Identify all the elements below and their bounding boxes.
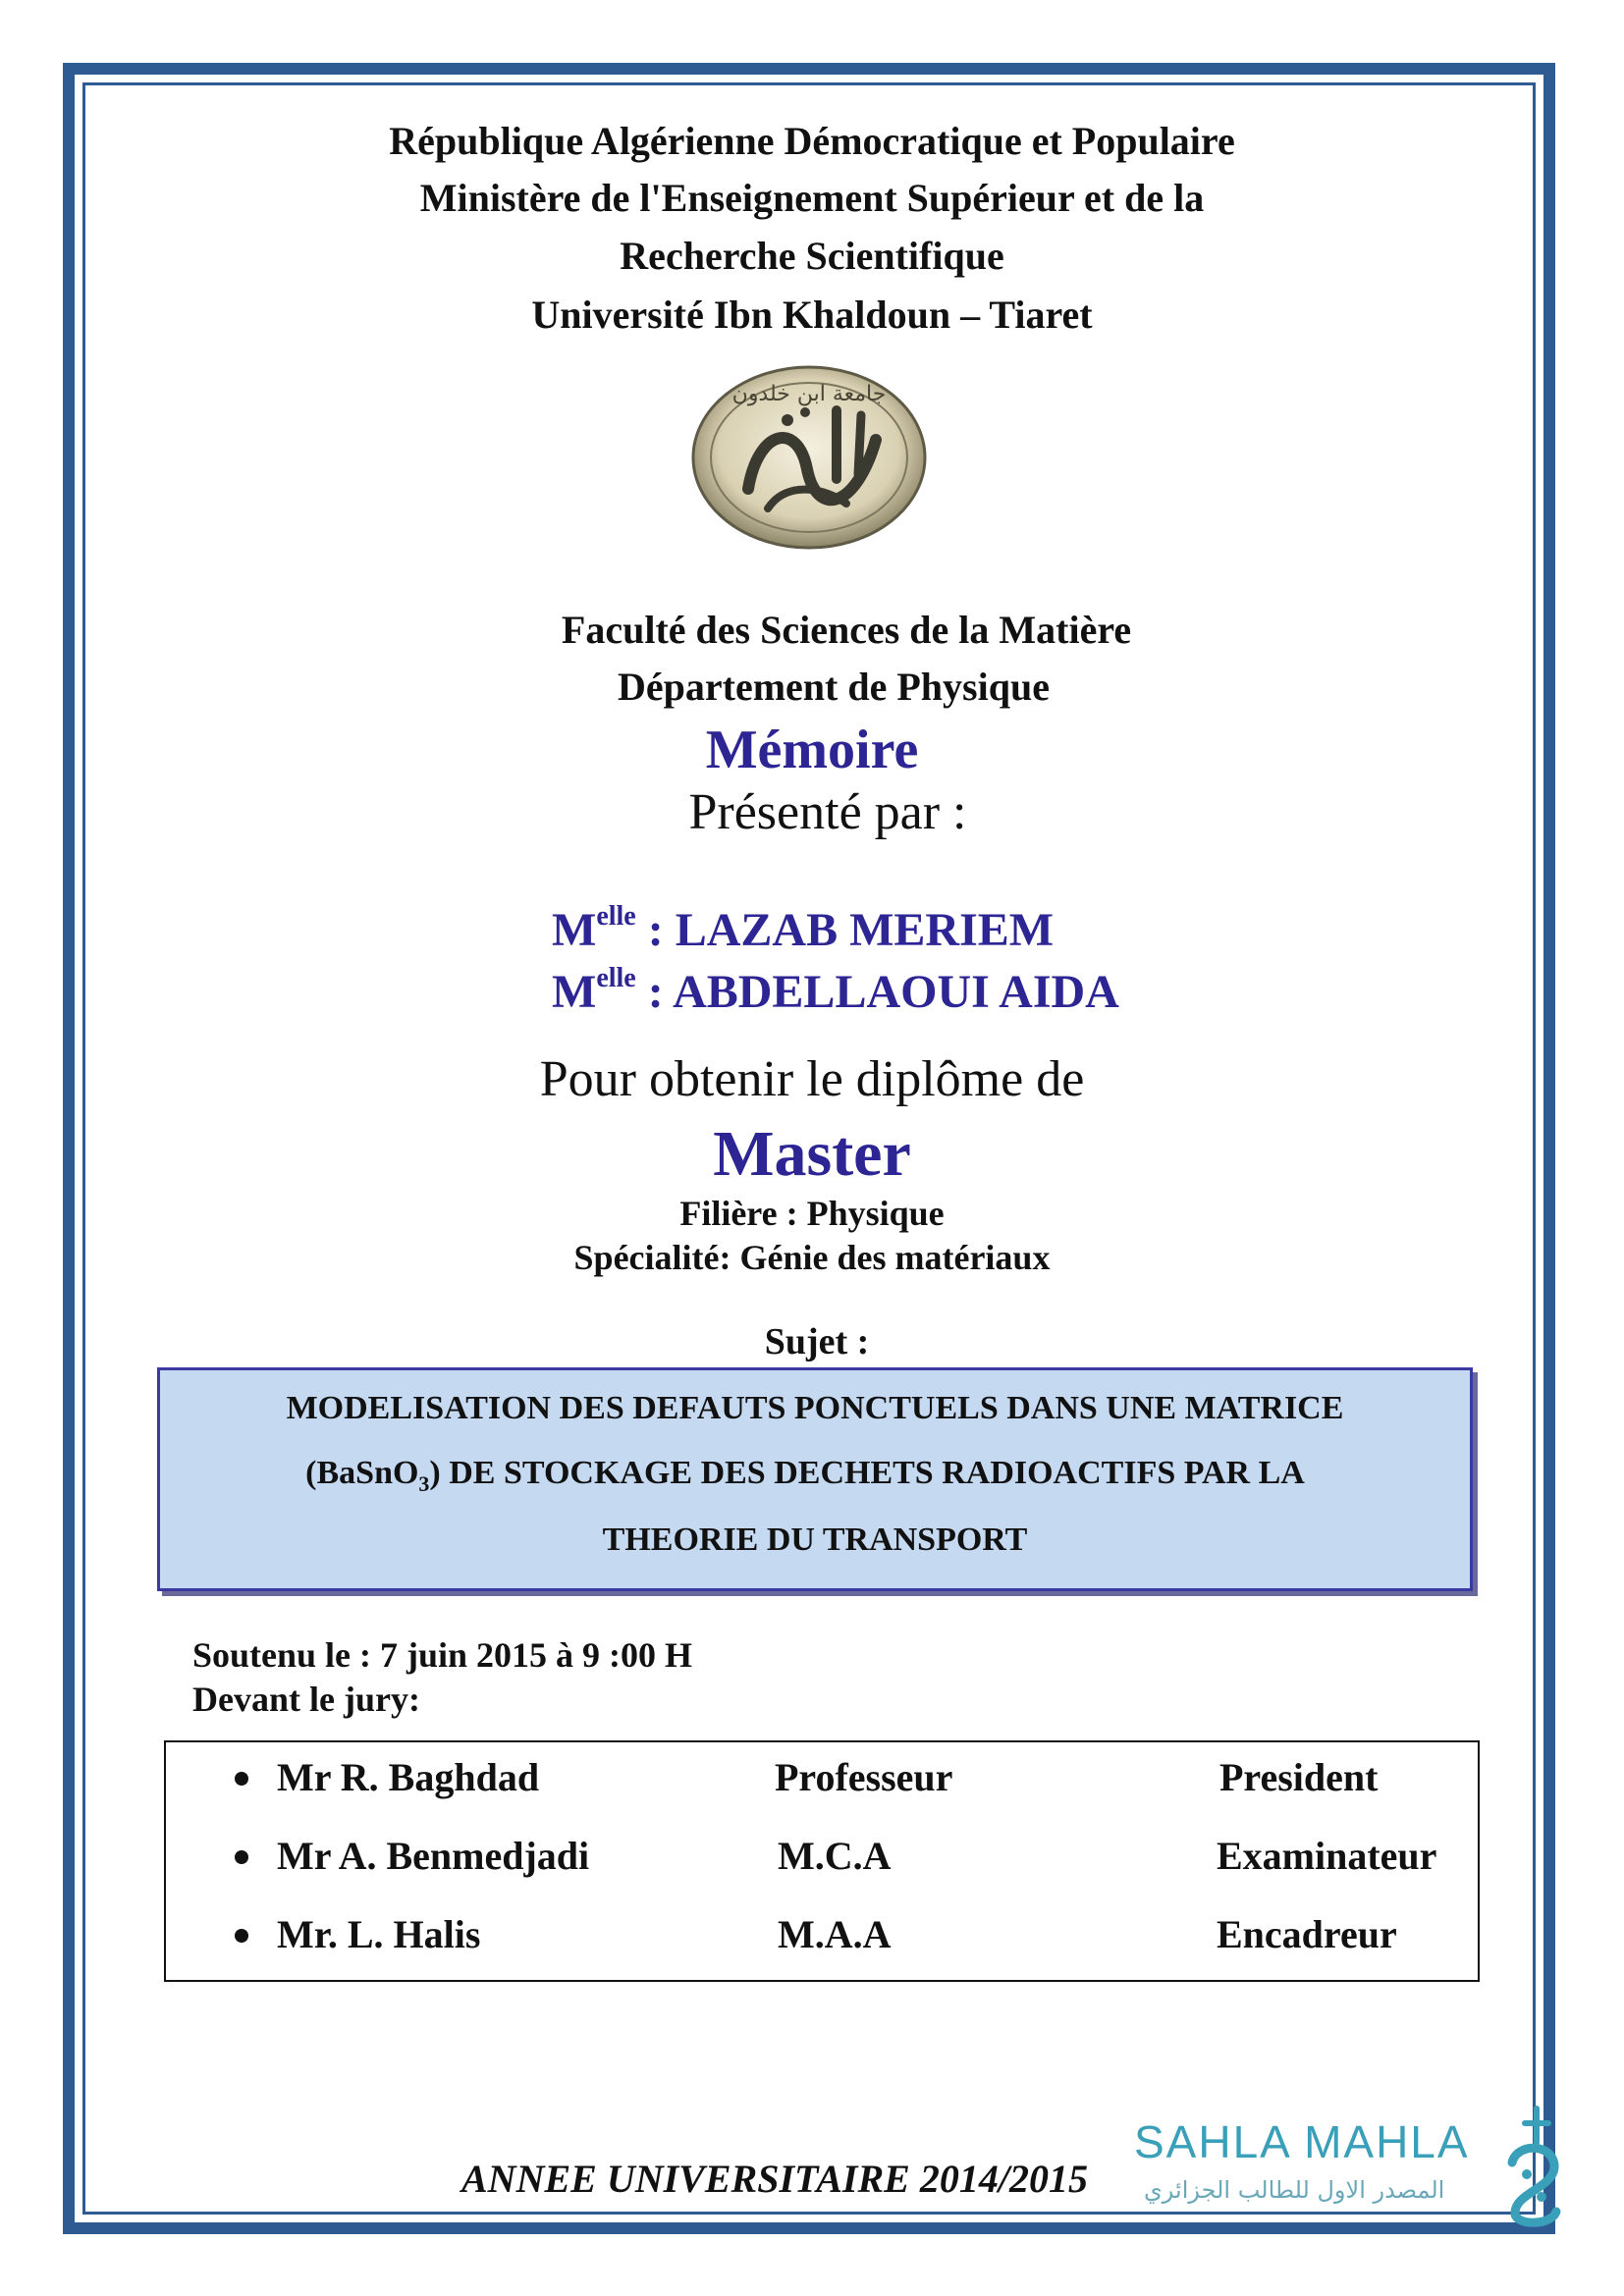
- document-type: Mémoire: [705, 720, 919, 780]
- bullet-icon: [235, 1772, 248, 1786]
- watermark-brand: SAHLA MAHLA: [1134, 2116, 1470, 2167]
- specialite: Spécialité: Génie des matériaux: [573, 1238, 1051, 1277]
- watermark-tagline: المصدر الاول للطالب الجزائري: [1144, 2176, 1445, 2204]
- diploma-title: Master: [713, 1118, 911, 1190]
- bullet-icon: [235, 1929, 248, 1943]
- student-1-title: M: [552, 904, 597, 956]
- jury-table: [164, 1740, 1480, 1982]
- filiere: Filière : Physique: [679, 1194, 945, 1233]
- jury-grade: Professeur: [775, 1755, 953, 1799]
- university-seal-icon: [689, 361, 929, 554]
- jury-role: Encadreur: [1217, 1912, 1397, 1956]
- department-name: Département de Physique: [618, 665, 1050, 709]
- header-ministry: Ministère de l'Enseignement Supérieur et de la: [419, 176, 1205, 220]
- jury-name: Mr A. Benmedjadi: [277, 1834, 590, 1878]
- student-1-title-sup: elle: [596, 901, 636, 932]
- subject-line-2: [150, 1455, 1460, 1497]
- jury-role: President: [1219, 1755, 1379, 1799]
- jury-grade: M.A.A: [778, 1912, 892, 1956]
- jury-label: Devant le jury:: [192, 1680, 420, 1719]
- presented-by-label: Présenté par :: [688, 784, 967, 840]
- diploma-intro: Pour obtenir le diplôme de: [539, 1051, 1085, 1107]
- student-2-title: M: [552, 966, 597, 1018]
- faculty-name: Faculté des Sciences de la Matière: [561, 608, 1132, 652]
- jury-role: Examinateur: [1217, 1834, 1437, 1878]
- academic-year: ANNEE UNIVERSITAIRE 2014/2015: [461, 2157, 1088, 2201]
- jury-row: [166, 1911, 1478, 1960]
- header-research: Recherche Scientifique: [620, 234, 1004, 278]
- seal-text: جامعة ابن خلدون: [731, 382, 887, 406]
- subject-box: [157, 1367, 1473, 1591]
- watermark-calligraphy-icon: [1497, 2104, 1566, 2231]
- student-2-title-sup: elle: [596, 963, 636, 993]
- student-1-name: : LAZAB MERIEM: [647, 904, 1055, 956]
- jury-row: [166, 1833, 1478, 1882]
- jury-name: Mr. L. Halis: [277, 1912, 481, 1956]
- jury-row: [166, 1754, 1478, 1803]
- subject-line-2-pre: (BaSnO: [305, 1455, 419, 1491]
- jury-name: Mr R. Baghdad: [277, 1755, 540, 1799]
- defense-date: Soutenu le : 7 juin 2015 à 9 :00 H: [192, 1635, 693, 1675]
- watermark-logo: [1134, 2115, 1566, 2233]
- student-2-name: : ABDELLAOUI AIDA: [647, 966, 1119, 1018]
- subject-line-3: THEORIE DU TRANSPORT: [602, 1522, 1028, 1558]
- subject-line-1: MODELISATION DES DEFAUTS PONCTUELS DANS UNE MATRICE: [286, 1390, 1344, 1426]
- jury-grade: M.C.A: [778, 1834, 892, 1878]
- bullet-icon: [235, 1850, 248, 1864]
- student-1: [552, 903, 1054, 957]
- subject-formula-subscript: 3: [418, 1470, 430, 1496]
- header-university: Université Ibn Khaldoun – Tiaret: [531, 293, 1093, 337]
- header-republic: République Algérienne Démocratique et Populaire: [389, 119, 1235, 163]
- student-2: [552, 965, 1119, 1019]
- subject-line-2-post: ) DE STOCKAGE DES DECHETS RADIOACTIFS PAR LA: [429, 1455, 1305, 1491]
- subject-label: Sujet :: [764, 1321, 870, 1362]
